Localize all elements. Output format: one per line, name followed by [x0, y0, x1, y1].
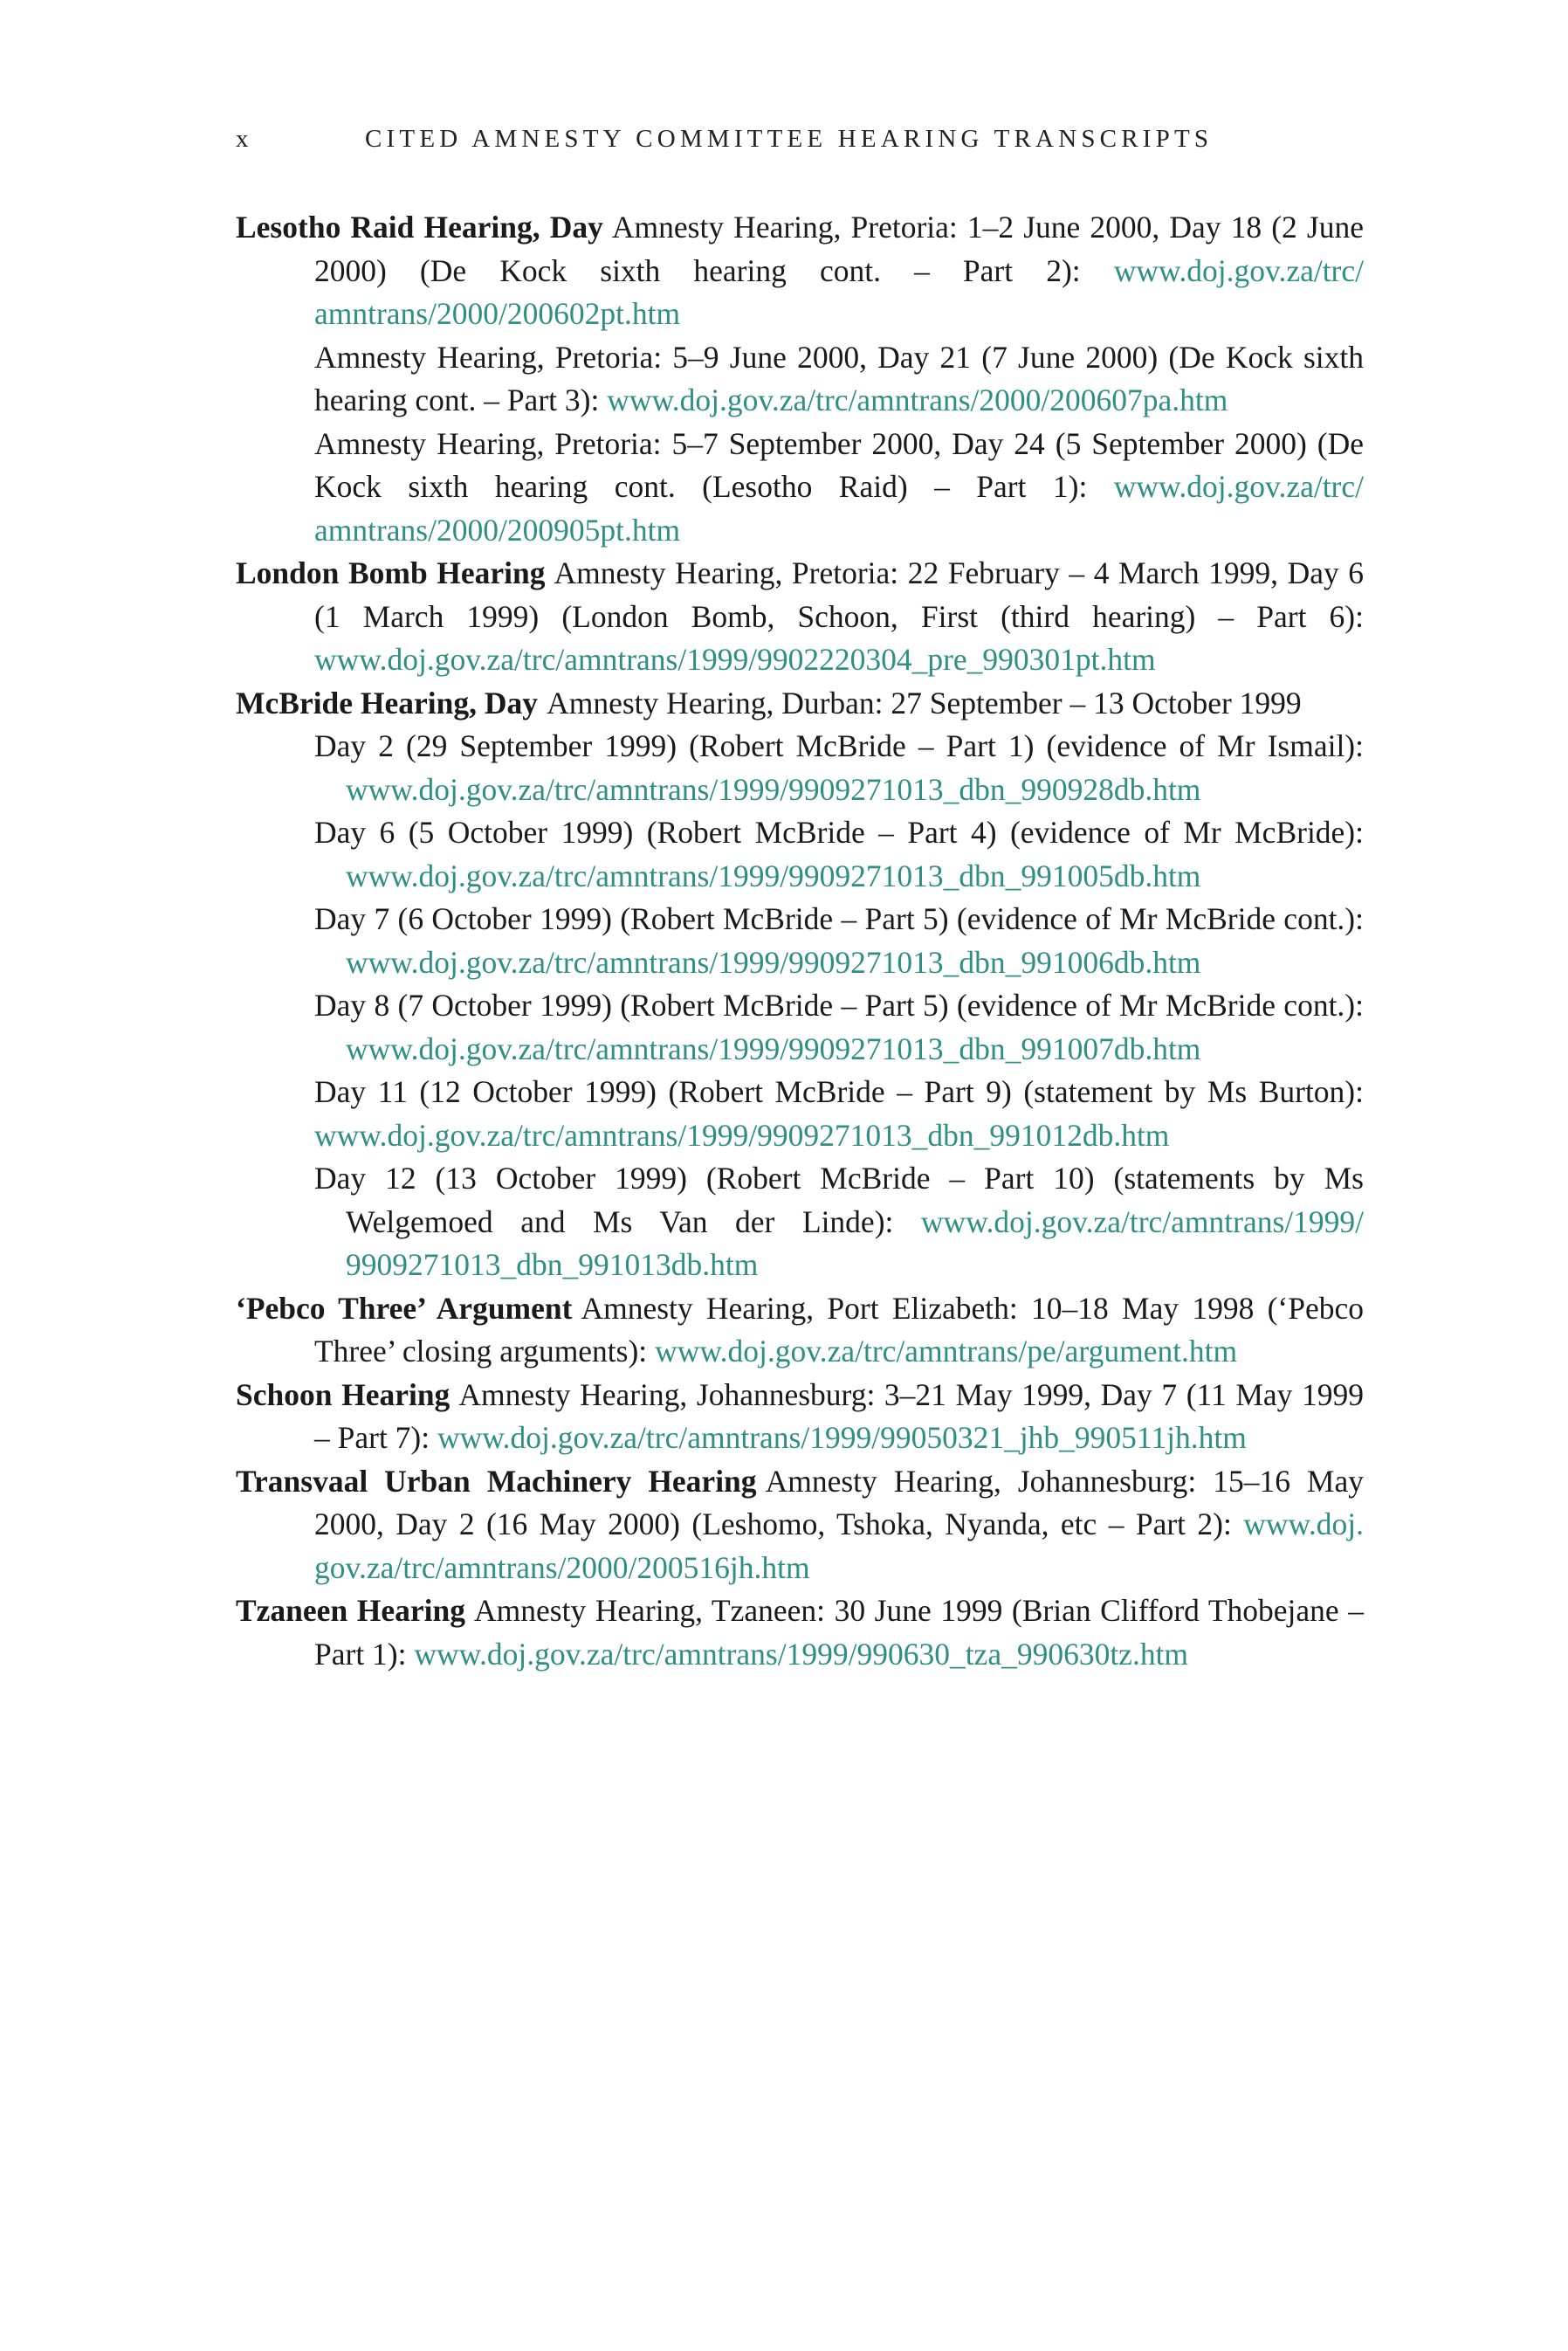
transcript-link[interactable]: www.doj.gov.za/trc/amntrans/1999/ 9909271013_dbn_991013db.htm [346, 1203, 1364, 1282]
running-head [236, 125, 1362, 154]
entry-text: Day 7 (6 October 1999) (Robert McBride – Part 5) (evidence of Mr McBride cont.): [314, 901, 1364, 936]
entry-lesotho-raid [236, 206, 1364, 336]
entry-lesotho-raid-day21 [236, 336, 1364, 423]
entry-pebco-three [236, 1287, 1364, 1374]
entry-text: Amnesty Hearing, Pretoria: 22 February – 4 March 1999, Day 6 (1 March 1999) (London Bomb, Schoon, First (third hearing) – Part 6): [314, 555, 1364, 634]
entry-heading: Lesotho Raid Hearing, Day [236, 210, 603, 245]
entry-heading: London Bomb Hearing [236, 555, 546, 590]
entry-text: Amnesty Hearing, Johannesburg: 3–21 May 1999, Day 7 (11 May 1999 – Part 7): [314, 1376, 1364, 1455]
transcript-link[interactable]: www.doj.gov.za/trc/amntrans/1999/9902220304_pre_990301pt.htm [314, 642, 1156, 677]
entry-transvaal-urban-machinery [236, 1460, 1364, 1590]
entry-heading: Tzaneen Hearing [236, 1593, 466, 1628]
entry-tzaneen [236, 1589, 1364, 1676]
entry-text: Amnesty Hearing, Pretoria: 5–9 June 2000, Day 21 (7 June 2000) (De Kock sixth hearing cont. – Part 3): [314, 339, 1364, 417]
entry-mcbride [236, 682, 1364, 726]
transcript-link[interactable]: www.doj.gov.za/trc/amntrans/pe/argument.htm [655, 1334, 1238, 1369]
transcript-link[interactable]: www.doj.gov.za/trc/amntrans/2000/200607pa.htm [607, 383, 1228, 417]
mcbride-day-11 [236, 1071, 1364, 1157]
entry-text: Day 11 (12 October 1999) (Robert McBride – Part 9) (statement by Ms Burton): [314, 1074, 1364, 1109]
entry-text: Day 2 (29 September 1999) (Robert McBride – Part 1) (evidence of Mr Ismail): [314, 728, 1364, 763]
entry-text: Day 12 (13 October 1999) (Robert McBride – Part 10) (statements by Ms Welgemoed and Ms Van der Linde): [314, 1161, 1364, 1239]
running-title: CITED AMNESTY COMMITTEE HEARING TRANSCRIPTS [365, 125, 1214, 153]
transcript-link[interactable]: www.doj.gov.za/trc/amntrans/1999/9909271013_dbn_991012db.htm [314, 1117, 1170, 1153]
transcript-link[interactable]: www.doj.gov.za/trc/ amntrans/2000/200602pt.htm [314, 252, 1364, 331]
mcbride-day-12 [236, 1157, 1364, 1287]
entry-text: Day 6 (5 October 1999) (Robert McBride – Part 4) (evidence of Mr McBride): [314, 815, 1364, 850]
transcript-link[interactable]: www.doj.gov.za/trc/ amntrans/2000/200905pt.htm [314, 469, 1364, 548]
entry-schoon [236, 1374, 1364, 1460]
entry-text: Amnesty Hearing, Tzaneen: 30 June 1999 (Brian Clifford Thobejane – Part 1): [314, 1593, 1365, 1672]
entry-text: Amnesty Hearing, Johannesburg: 15–16 May 2000, Day 2 (16 May 2000) (Leshomo, Tshoka, Nyanda, etc – Part 2): [314, 1463, 1365, 1541]
entry-text: Amnesty Hearing, Port Elizabeth: 10–18 May 1998 (‘Pebco Three’ closing arguments): [314, 1290, 1365, 1369]
transcript-link[interactable]: www.doj.gov.za/trc/amntrans/1999/9909271013_dbn_991006db.htm [346, 944, 1201, 980]
transcript-link[interactable]: www.doj.gov.za/trc/amntrans/1999/9909271013_dbn_990928db.htm [346, 771, 1201, 807]
entry-text: Amnesty Hearing, Pretoria: 1–2 June 2000, Day 18 (2 June 2000) (De Kock sixth hearing cont. – Part 2): [314, 210, 1364, 288]
entry-text: Day 8 (7 October 1999) (Robert McBride – Part 5) (evidence of Mr McBride cont.): [314, 988, 1364, 1023]
entry-heading: ‘Pebco Three’ Argument [236, 1290, 573, 1326]
mcbride-day-7 [236, 898, 1364, 984]
entry-london-bomb [236, 552, 1364, 682]
page-number: x [236, 125, 253, 153]
transcript-link[interactable]: www.doj.gov.za/trc/amntrans/1999/990630_tza_990630tz.htm [414, 1636, 1189, 1672]
mcbride-day-8 [236, 984, 1364, 1071]
transcript-link[interactable]: www.doj.gov.za/trc/amntrans/1999/99050321_jhb_990511jh.htm [437, 1420, 1247, 1455]
entry-text: Amnesty Hearing, Pretoria: 5–7 September 2000, Day 24 (5 September 2000) (De Kock sixth hearing cont. (Lesotho Raid) – Part 1): [314, 425, 1364, 504]
entry-heading: Schoon Hearing [236, 1376, 450, 1412]
mcbride-day-2 [236, 725, 1364, 811]
mcbride-day-6 [236, 811, 1364, 898]
entry-lesotho-raid-day24 [236, 423, 1364, 553]
entry-text: Amnesty Hearing, Durban: 27 September – 13 October 1999 [547, 685, 1302, 720]
transcript-list [236, 206, 1364, 1676]
entry-heading: McBride Hearing, Day [236, 685, 539, 720]
entry-heading: Transvaal Urban Machinery Hearing [236, 1463, 757, 1499]
transcript-link[interactable]: www.doj.gov.za/trc/amntrans/1999/9909271013_dbn_991005db.htm [346, 858, 1201, 893]
transcript-link[interactable]: www.doj. gov.za/trc/amntrans/2000/200516jh.htm [314, 1506, 1364, 1585]
transcript-link[interactable]: www.doj.gov.za/trc/amntrans/1999/9909271013_dbn_991007db.htm [346, 1031, 1201, 1066]
